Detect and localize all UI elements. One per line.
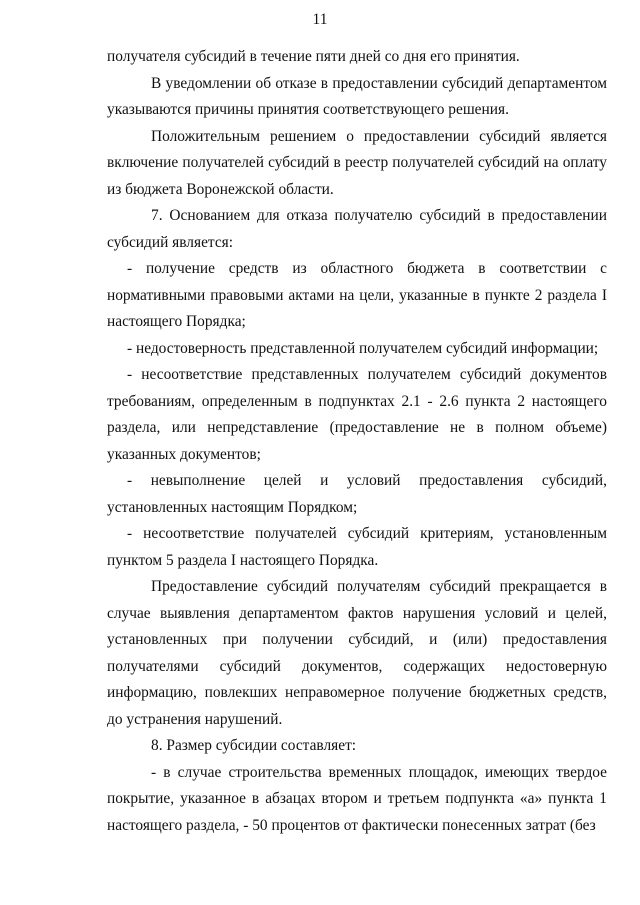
paragraph-termination: Предоставление субсидий получателям субсидий прекращается в случае выявления департаментом фактов нарушения условий и целей, установленных при получении субсидий, и (или) предоставления получателями субсидий документов, содержащих недостоверную информацию, повлекших неправомерное получение бюджетных средств, до устранения нарушений. [107, 578, 607, 728]
paragraph-notice-deadline: получателя субсидий в течение пяти дней со дня его принятия. [107, 48, 520, 65]
paragraph-refusal-reasons: В уведомлении об отказе в предоставлении субсидий департаментом указываются причины принятия соответствующего решения. [107, 74, 607, 118]
document-body [107, 44, 607, 839]
paragraph-item-8: 8. Размер субсидии составляет: [151, 737, 357, 754]
list-item-false-information: - недостоверность представленной получателем субсидий информации; [127, 339, 599, 357]
list-item-document-mismatch: - несоответствие представленных получателем субсидий документов требованиям, определенным в подпунктах 2.1 - 2.6 пункта 2 настоящего раздела, или непредставление (предоставление не в полном объеме) указанных документов; [107, 366, 607, 463]
page-number: 11 [312, 11, 328, 28]
list-item-criteria-mismatch: - несоответствие получателей субсидий критериям, установленным пунктом 5 раздела I настоящего Порядка. [107, 525, 607, 569]
paragraph-item-7: 7. Основанием для отказа получателю субсидий в предоставлении субсидий является: [107, 207, 607, 251]
paragraph-subsidy-size: - в случае строительства временных площадок, имеющих твердое покрытие, указанное в абзацах втором и третьем подпункта «а» пункта 1 настоящего раздела, - 50 процентов от фактически понесенных затрат (без [107, 763, 607, 834]
list-item-funds-received: - получение средств из областного бюджета в соответствии с нормативными правовыми актами на цели, указанные в пункте 2 раздела I настоящего Порядка; [107, 260, 607, 330]
list-item-goals-not-met: - невыполнение целей и условий предоставления субсидий, установленных настоящим Порядком; [107, 472, 607, 516]
paragraph-positive-decision: Положительным решением о предоставлении субсидий является включение получателей субсидий в реестр получателей субсидий на оплату из бюджета Воронежской области. [107, 127, 607, 198]
